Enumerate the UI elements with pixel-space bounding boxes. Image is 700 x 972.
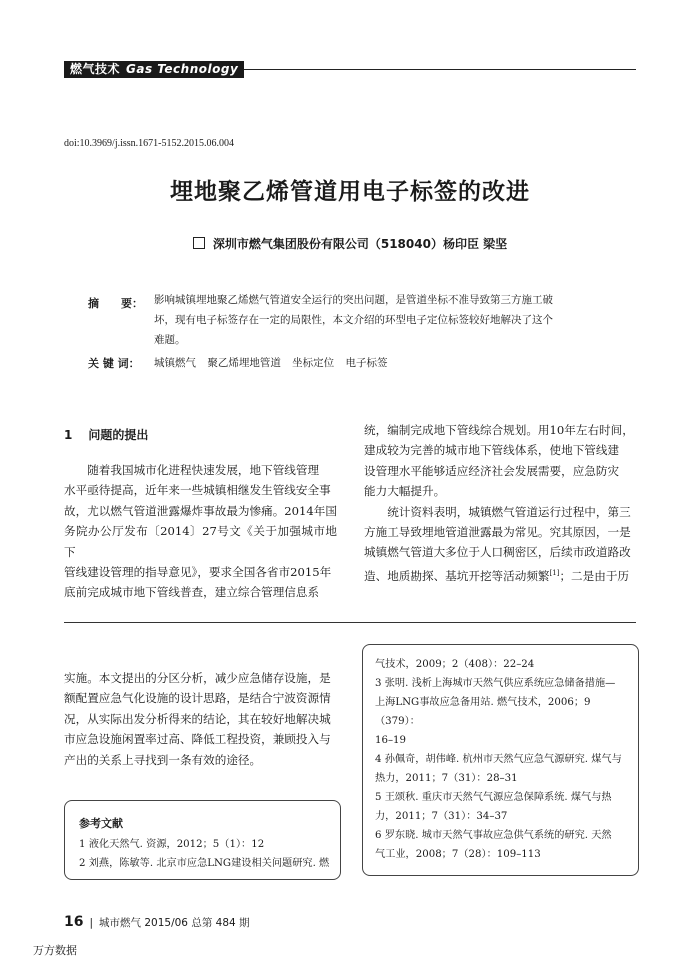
- keywords-label: 关 键 词：: [88, 357, 140, 370]
- text-line: 额配置应急气化设施的设计思路，是结合宁波资源情: [64, 691, 331, 706]
- references-box-left: [64, 800, 341, 880]
- text-line: 能力大幅提升。: [364, 484, 446, 499]
- journal-info: 城市燃气 2015/06 总第 484 期: [99, 917, 250, 929]
- text-line: 随着我国城市化进程快速发展，地下管线管理: [87, 463, 320, 477]
- reference-item: 16–19: [375, 735, 407, 746]
- section-heading: [64, 426, 148, 443]
- section-title: 问题的提出: [88, 428, 149, 442]
- references-title: 参考文献: [79, 817, 123, 830]
- text-line: 方施工导致埋地管道泄露最为常见。究其原因，一是: [364, 525, 631, 540]
- watermark: 万方数据: [33, 944, 77, 957]
- column-left: [64, 460, 337, 603]
- references-box-right: [362, 644, 639, 876]
- reference-item: 6 罗东晓. 城市天然气事故应急供气系统的研究. 天然: [375, 830, 612, 841]
- text-line: 统计资料表明，城镇燃气管道运行过程中，第三: [387, 504, 631, 519]
- text-line: 产出的关系上寻找到一条有效的途径。: [64, 752, 262, 767]
- reference-item: 上海LNG事故应急备用站. 燃气技术，2006；9（379）：: [375, 697, 591, 727]
- text-line: 统，编制完成地下管线综合规划。用10年左右时间，: [364, 423, 634, 437]
- keywords-text: 城镇燃气 聚乙烯埋地管道 坐标定位 电子标签: [154, 357, 388, 369]
- authors-line: [0, 235, 700, 252]
- text-line: 建成较为完善的城市地下管线体系，使地下管线建: [364, 443, 620, 458]
- abstract-line: 坏，现有电子标签存在一定的局限性，本文介绍的环型电子定位标签较好地解决了这个: [154, 314, 553, 326]
- text-fragment: 造、地质勘探、基坑开挖等活动频繁: [364, 568, 550, 583]
- reference-item: 4 孙佩奇，胡伟峰. 杭州市天然气应急气源研究. 煤气与: [375, 754, 622, 765]
- reference-item: 1 液化天然气. 资源，2012；5（1）：12: [79, 839, 265, 850]
- page-footer: 16 | 城市燃气 2015/06 总第 484 期: [64, 914, 250, 930]
- page-divider: [64, 622, 636, 623]
- text-line: 务院办公厅发布〔2014〕27号文《关于加强城市地下: [64, 524, 337, 559]
- reference-item: 2 刘燕，陈敏等. 北京市应急LNG建设相关问题研究. 燃: [79, 858, 330, 869]
- text-line: 底前完成城市地下管线普查，建立综合管理信息系: [64, 585, 320, 600]
- citation-mark: [1]: [549, 568, 560, 577]
- reference-item: 5 王颂秋. 重庆市天然气气源应急保障系统. 煤气与热: [375, 792, 612, 803]
- authors: 深圳市燃气集团股份有限公司（518040）杨印臣 梁坚: [212, 237, 508, 251]
- text-line: 设管理水平能够适应经济社会发展需要，应急防灾: [364, 463, 620, 478]
- reference-item: 热力，2011；7（31）：28–31: [375, 773, 518, 784]
- text-line: [364, 563, 637, 586]
- checkbox-square-icon: [193, 237, 205, 249]
- article-title: 埋地聚乙烯管道用电子标签的改进: [170, 178, 530, 205]
- doi: doi:10.3969/j.issn.1671-5152.2015.06.004: [64, 138, 235, 149]
- references-list: [79, 835, 334, 873]
- section-cn: 燃气技术: [70, 62, 121, 76]
- text-fragment: ；二是由于历: [559, 568, 630, 583]
- page-number: 16: [64, 914, 84, 930]
- lower-column-left: [64, 668, 339, 770]
- abstract-text: [154, 290, 634, 350]
- column-right: [364, 420, 637, 586]
- abstract-line: 影响城镇埋地聚乙烯燃气管道安全运行的突出问题，是管道坐标不准导致第三方施工破: [154, 294, 553, 306]
- text-line: 管线建设管理的指导意见》，要求全国各省市2015年: [64, 565, 332, 580]
- abstract-label: 摘 要：: [88, 297, 143, 310]
- abstract-line: 难题。: [154, 334, 186, 346]
- text-line: 况，从实际出发分析得来的结论，其在较好地解决城: [64, 711, 331, 726]
- section-number: 1: [64, 428, 73, 442]
- reference-item: 气工业，2008；7（28）：109–113: [375, 849, 541, 860]
- text-line: 市应急设施闲置率过高、降低工程投资，兼顾投入与: [64, 732, 331, 747]
- section-badge: [64, 61, 244, 78]
- text-line: 实施。本文提出的分区分析，减少应急储存设施，是: [64, 671, 331, 685]
- text-line: 城镇燃气管道大多位于人口稠密区，后续市政道路改: [364, 545, 631, 560]
- text-line: 故，尤以燃气管道泄露爆炸事故最为惨痛。2014年国: [64, 503, 337, 518]
- section-en: Gas Technology: [126, 62, 239, 76]
- reference-item: 气技术，2009；2（408）：22–24: [375, 659, 535, 670]
- reference-item: 3 张明. 浅析上海城市天然气供应系统应急储备措施—: [375, 678, 616, 689]
- references-list: [375, 655, 633, 864]
- text-line: 水平亟待提高，近年来一些城镇相继发生管线安全事: [64, 483, 331, 498]
- reference-item: 力，2011；7（31）：34–37: [375, 811, 508, 822]
